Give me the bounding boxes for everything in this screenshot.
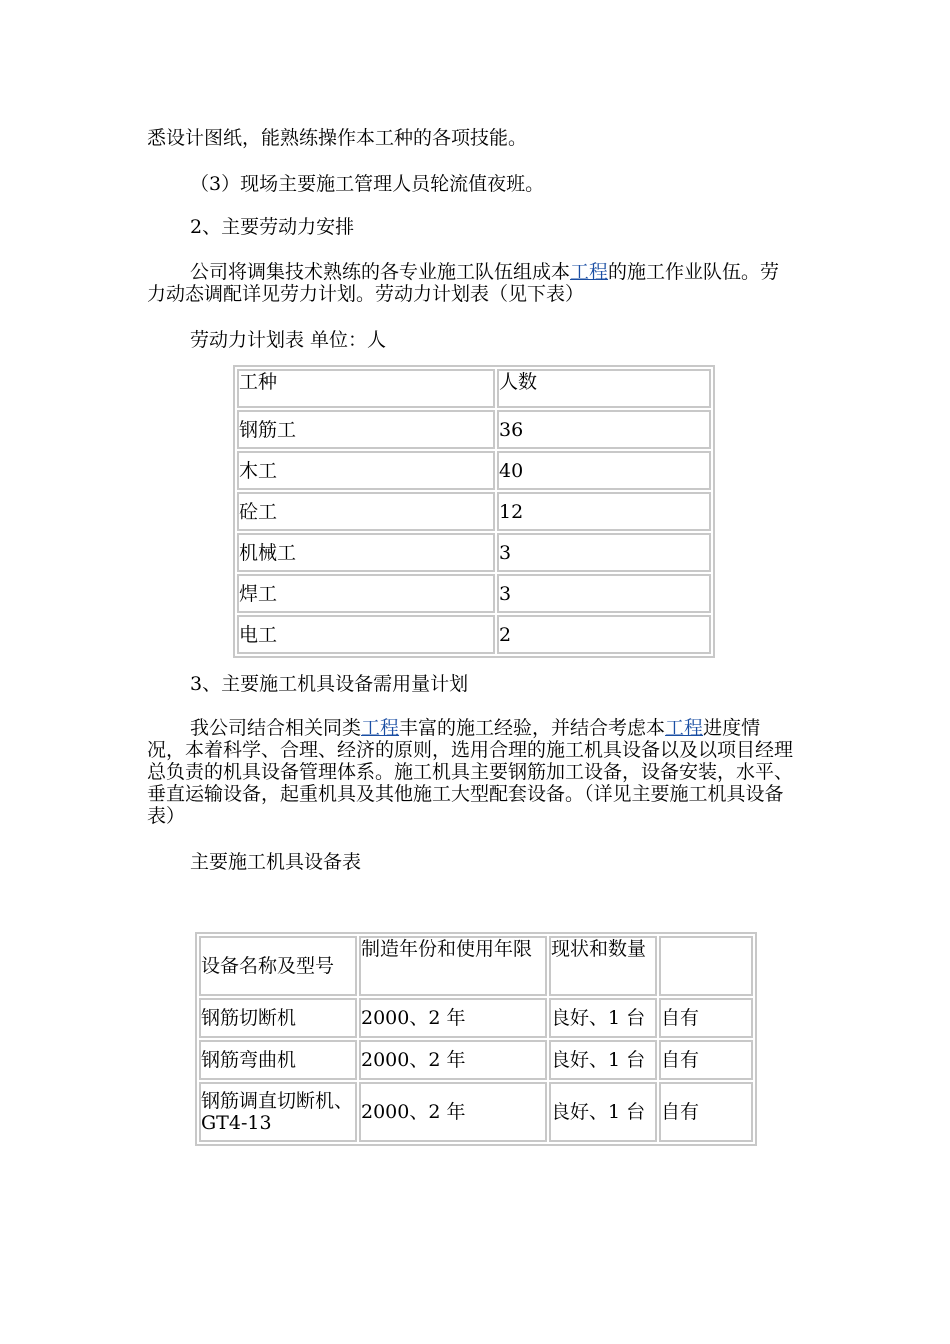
table-row [237,410,711,449]
table-row [237,615,711,654]
cell-trade: 木工 [237,451,495,490]
heading-equipment-plan: 3、主要施工机具设备需用量计划 [190,673,469,695]
cell-count: 36 [497,410,711,449]
cell-equipment-name: 钢筋调直切断机、GT4-13 [199,1082,357,1142]
table-header-row [237,369,711,408]
cell-manufacture-year: 2000、2 年 [359,998,547,1038]
cell-count: 2 [497,615,711,654]
cell-trade: 钢筋工 [237,410,495,449]
cell-count: 12 [497,492,711,531]
cell-status-quantity: 良好、1 台 [549,1082,657,1142]
table-row [237,492,711,531]
text-segment: 我公司结合相关同类 [190,717,362,739]
cell-trade: 焊工 [237,574,495,613]
paragraph-skills: 悉设计图纸，能熟练操作本工种的各项技能。 [147,127,528,149]
cell-ownership: 自有 [659,1082,753,1142]
text-segment: 丰富的施工经验，并结合考虑本 [399,717,666,739]
text-segment: 进度情况，本着科学、合理、经济的原则，选用合理的施工机具设备以及以项目经理总负责的机具设备管理体系。施工机具主要钢筋加工设备，设备安装，水平、垂直运输设备，起重机具及其他施工大型配套设备。（详见主要施工机具设备表） [147,717,794,827]
table-row [199,1082,753,1142]
table-row [237,451,711,490]
header-cell-equipment-name: 设备名称及型号 [199,936,357,996]
cell-manufacture-year: 2000、2 年 [359,1040,547,1080]
paragraph-night-shift: （3）现场主要施工管理人员轮流值夜班。 [190,173,545,195]
table-row [199,1040,753,1080]
cell-equipment-name: 钢筋弯曲机 [199,1040,357,1080]
table-header-row [199,936,753,996]
link-project[interactable]: 工程 [665,717,704,739]
labor-plan-table [233,365,715,658]
cell-manufacture-year: 2000、2 年 [359,1082,547,1142]
header-cell-ownership [659,936,753,996]
cell-count: 40 [497,451,711,490]
paragraph-equipment-description [147,717,797,827]
cell-count: 3 [497,574,711,613]
caption-labor-table: 劳动力计划表 单位：人 [190,329,387,351]
cell-trade: 砼工 [237,492,495,531]
caption-equipment-table: 主要施工机具设备表 [190,851,362,873]
text-segment: 公司将调集技术熟练的各专业施工队伍组成本 [190,261,571,283]
cell-trade: 机械工 [237,533,495,572]
table-row [237,533,711,572]
cell-ownership: 自有 [659,1040,753,1080]
text-segment: 的施工作业队伍。劳力动态调配详见劳力计划。劳动力计划表（见下表） [147,261,780,305]
paragraph-labor-description [147,261,797,305]
header-cell-count: 人数 [497,369,711,408]
equipment-table [195,932,757,1146]
table-row [199,998,753,1038]
header-cell-status-quantity: 现状和数量 [549,936,657,996]
link-project[interactable]: 工程 [361,717,400,739]
cell-ownership: 自有 [659,998,753,1038]
cell-trade: 电工 [237,615,495,654]
heading-labor-arrangement: 2、主要劳动力安排 [190,216,355,238]
table-row [237,574,711,613]
link-project[interactable]: 工程 [570,261,609,283]
cell-equipment-name: 钢筋切断机 [199,998,357,1038]
header-cell-manufacture-year: 制造年份和使用年限 [359,936,547,996]
cell-count: 3 [497,533,711,572]
cell-status-quantity: 良好、1 台 [549,998,657,1038]
cell-status-quantity: 良好、1 台 [549,1040,657,1080]
header-cell-trade: 工种 [237,369,495,408]
